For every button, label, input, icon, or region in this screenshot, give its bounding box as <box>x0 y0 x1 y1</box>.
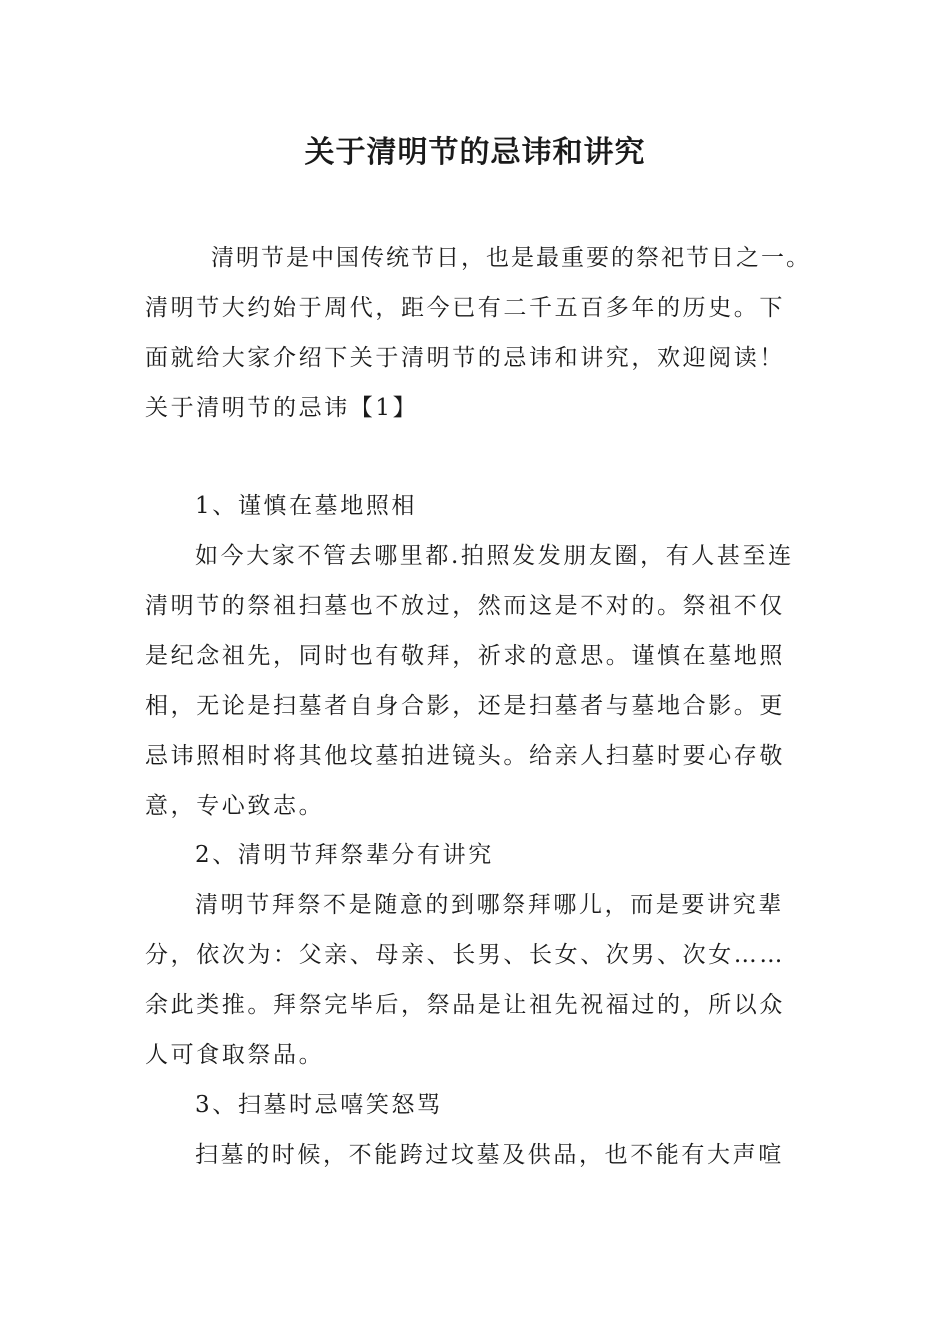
item-1-line-3: 是纪念祖先，同时也有敬拜，祈求的意思。谨慎在墓地照 <box>145 643 785 669</box>
item-1-line-2: 清明节的祭祖扫墓也不放过，然而这是不对的。祭祖不仅 <box>145 593 785 619</box>
item-1-line-5: 忌讳照相时将其他坟墓拍进镜头。给亲人扫墓时要心存敬 <box>145 743 785 769</box>
intro-line-1: 清明节是中国传统节日，也是最重要的祭祀节日之一。 <box>211 245 811 271</box>
item-1-heading: 1、谨慎在墓地照相 <box>195 493 418 519</box>
item-1-line-4: 相，无论是扫墓者自身合影，还是扫墓者与墓地合影。更 <box>145 693 785 719</box>
item-2-heading: 2、清明节拜祭辈分有讲究 <box>195 842 494 868</box>
item-1-line-1: 如今大家不管去哪里都.拍照发发朋友圈，有人甚至连 <box>195 543 794 569</box>
item-2-line-1: 清明节拜祭不是随意的到哪祭拜哪儿，而是要讲究辈 <box>195 892 784 918</box>
intro-line-2: 清明节大约始于周代，距今已有二千五百多年的历史。下 <box>145 295 785 321</box>
item-3-heading: 3、扫墓时忌嘻笑怒骂 <box>195 1092 443 1118</box>
item-2-line-2: 分，依次为：父亲、母亲、长男、长女、次男、次女…… <box>145 942 785 968</box>
item-2-line-3: 余此类推。拜祭完毕后，祭品是让祖先祝福过的，所以众 <box>145 992 785 1018</box>
item-1-line-6: 意，专心致志。 <box>145 793 325 819</box>
item-3-line-1: 扫墓的时候，不能跨过坟墓及供品，也不能有大声喧 <box>195 1142 784 1168</box>
intro-line-3: 面就给大家介绍下关于清明节的忌讳和讲究，欢迎阅读！ <box>145 345 785 371</box>
section-heading: 关于清明节的忌讳【1】 <box>145 395 419 421</box>
item-2-line-4: 人可食取祭品。 <box>145 1042 325 1068</box>
document-title: 关于清明节的忌讳和讲究 <box>304 135 646 170</box>
